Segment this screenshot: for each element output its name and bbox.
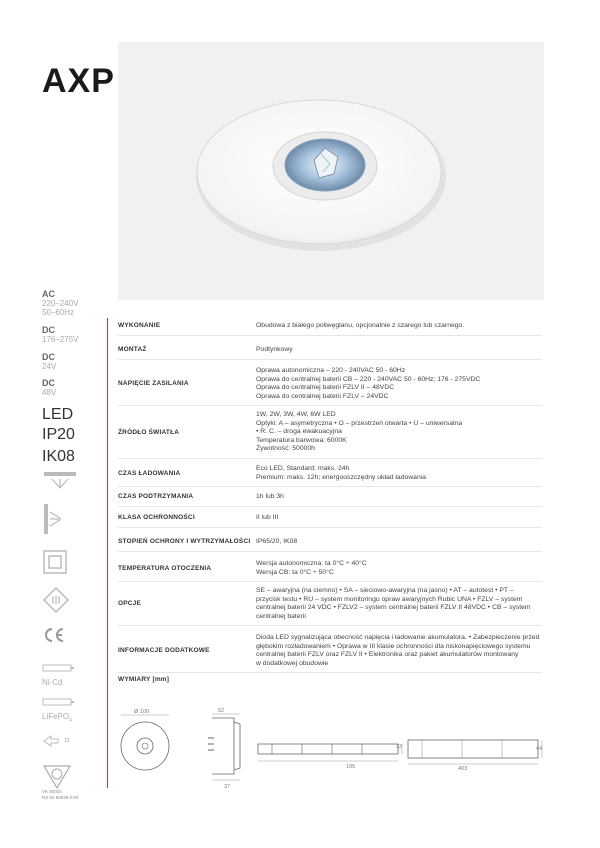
spec-row-label: KLASA OCHRONNOŚCI [118, 514, 195, 522]
class-ii-icon [42, 549, 68, 575]
spec-dc-2-voltage: 24V [42, 362, 57, 371]
page-title: AXP [42, 62, 115, 100]
front-view-center [142, 743, 148, 749]
spec-row-value-line: • R. C. – droga ewakuacyjna [256, 428, 342, 436]
class-iii-icon [42, 586, 70, 614]
badge-ip20: IP20 [42, 426, 75, 443]
spec-row-value-line: centralnej baterii FZLV oraz FZLV II • Elektronika oraz pakiet akumulatorów montowany [256, 651, 519, 659]
spec-row-value-line: przycisk testu • RU – system monitoringu opraw awaryjnych Rubic UNA • FZLV – system [256, 595, 523, 603]
battery-box-1 [258, 744, 398, 754]
spec-ac-voltage: 220–240V [42, 299, 79, 308]
spec-row-value-line: Oprawa do centralnej baterii FZLV II – 48VDC [256, 384, 395, 392]
spec-row-label: ŹRÓDŁO ŚWIATŁA [118, 428, 180, 436]
nicd-battery-icon [42, 660, 76, 687]
spec-row-value-line: Dioda LED sygnalizująca obecność napięcia i ładowanie akumulatora. • Zabezpieczenie przed [256, 634, 540, 641]
spec-row-value-line: Eco LED, Standard: maks. 24h [256, 465, 350, 472]
spec-row-value [256, 587, 542, 621]
spec-dc-3-voltage: 48V [42, 388, 57, 397]
ce-mark-icon [42, 626, 66, 644]
spec-row-value-line: IP65/20, IK08 [256, 538, 298, 545]
spec-dc-1-label: DC [42, 325, 55, 335]
spec-row-label: WYKONANIE [118, 322, 161, 330]
spec-ac-frequency: 50–60Hz [42, 308, 75, 317]
dim-box2-height: 44 [536, 746, 543, 752]
spec-row-value [256, 346, 542, 355]
side-view-body [212, 718, 234, 774]
spec-row-value-line: Wersja CB: ta 0°C ÷ 50°C [256, 568, 334, 576]
red-divider [107, 318, 108, 788]
spec-row-value-line: centralnej baterii 24 VDC • FZLV2 – system centralnej baterii FZLV II 48VDC • CB – system [256, 604, 531, 612]
spec-row-value [256, 538, 542, 547]
battery-box-2-sections [422, 740, 502, 758]
dimension-drawings [112, 708, 552, 798]
spec-row-value-line: II lub III [256, 514, 279, 521]
dim-box1-length: 195 [346, 764, 356, 770]
spec-row-value [256, 560, 542, 577]
battery-box-2 [408, 740, 538, 758]
spec-row-value-line: SE – awaryjna (na ciemno) • SA – sieciowo-awaryjna (na jasno) • AT – autotest • PT – [256, 587, 514, 594]
spec-row-value-line: Temperatura barwowa: 6000K [256, 436, 347, 444]
spec-row-value-line: Obudowa z białego poliwęglanu, opcjonalnie z szarego lub czarnego. [256, 322, 465, 329]
charge-hours-shape [42, 734, 62, 748]
spec-ac [42, 289, 78, 317]
spec-row-divider [118, 581, 542, 582]
nicd-battery-shape [42, 663, 76, 673]
dim-side-depth: 37 [224, 784, 231, 790]
spec-row-divider [118, 405, 542, 406]
spec-row-value-line: centralnej baterii [256, 612, 306, 620]
dim-box2-length: 403 [458, 766, 468, 772]
spec-row-value-line: głębokim rozładowaniem • Oprawa w III klasie ochronności dla niskonapięciowego systemu [256, 642, 531, 650]
spec-row-label: STOPIEŃ OCHRONY I WYTRZYMAŁOŚCI [118, 538, 251, 546]
badge-led: LED [42, 406, 74, 423]
lifepo-battery-icon [42, 694, 82, 724]
spec-row-value [256, 367, 542, 401]
spec-row-label: TEMPERATURA OTOCZENIA [118, 564, 212, 572]
spec-dc-1 [42, 325, 78, 344]
spec-row-divider [118, 527, 542, 528]
spec-row-label: MONTAŻ [118, 346, 147, 354]
spec-row-value-line: Premium: maks. 12h; energooszczędny układ ładowania [256, 473, 427, 481]
spec-row-value-line: 1W, 2W, 3W, 4W, 6W LED [256, 411, 336, 418]
spec-row-label: WYMIARY [mm] [118, 676, 170, 684]
spec-row-value [256, 634, 542, 668]
lifepo-subscript: 4 [69, 717, 72, 724]
spec-row-value [256, 465, 542, 482]
spec-row-value-line: Podtynkowy [256, 346, 293, 353]
side-view-clips [208, 738, 214, 750]
spec-dc-3 [42, 378, 56, 397]
spec-row-divider [118, 458, 542, 459]
dim-side-width: 52 [218, 708, 225, 714]
cert-line-2: RS 04 60038 0:50 [42, 795, 79, 800]
spec-dc-2 [42, 352, 56, 371]
spec-row-divider [118, 335, 542, 336]
spec-row-label: INFORMACJE DODATKOWE [118, 647, 210, 655]
charge-hours-label: 12 [64, 738, 70, 744]
spec-dc-3-label: DC [42, 378, 55, 388]
spec-row-value-line: Oprawa autonomiczna – 220 - 240VAC 50 - 60Hz [256, 367, 406, 374]
spec-row-divider [118, 551, 542, 552]
dim-diameter: Ø 100 [134, 709, 149, 715]
cert-line-1: VK 80022 [42, 789, 62, 794]
wall-light-icon [42, 502, 66, 536]
spec-row-label: CZAS PODTRZYMANIA [118, 493, 194, 501]
spec-row-value-line: Oprawa do centralnej baterii CB – 220 - 240VAC 50 - 60Hz; 176 - 275VDC [256, 375, 481, 383]
spec-row-value [256, 493, 542, 502]
front-view-outer [121, 722, 169, 770]
spec-row-value-line: Optyki: A – asymetryczna • O – przestrzeń otwarta • U – uniwersalna [256, 419, 463, 427]
spec-row-divider [118, 359, 542, 360]
nicd-label: Ni-Cd [42, 678, 63, 687]
spec-row-value [256, 322, 542, 331]
spec-row-value-line: 1h lub 3h [256, 493, 284, 500]
spec-ac-label: AC [42, 289, 55, 299]
spec-row-label: NAPIĘCIE ZASILANIA [118, 380, 189, 388]
spec-dc-2-label: DC [42, 352, 55, 362]
badge-ik08: IK08 [42, 448, 75, 465]
spec-row-value-line: w dodatkowej obudowie [256, 659, 329, 667]
lifepo-battery-shape [42, 697, 76, 707]
spec-row-value-line: Żywotność: 50000h [256, 445, 315, 453]
spec-row-label: CZAS ŁADOWANIA [118, 469, 181, 477]
dim-box1-height: 32 [396, 744, 403, 750]
product-photo [118, 42, 544, 300]
ceiling-light-icon [42, 470, 78, 492]
product-photo-drawing [118, 42, 544, 300]
front-view-inner [137, 738, 153, 754]
spec-row-divider [118, 486, 542, 487]
spec-row-value-line: Wersja autonomiczna: ta 0°C ÷ 40°C [256, 560, 367, 567]
lifepo-label: LiFePO [42, 712, 70, 721]
spec-row-value [256, 411, 542, 454]
spec-row-divider [118, 506, 542, 507]
side-view-flange [234, 722, 240, 770]
spec-row-divider [118, 625, 542, 626]
certification-codes [42, 789, 78, 801]
certification-icon [42, 764, 72, 790]
spec-row-value-line: Oprawa do centralnej baterii FZLV – 24VDC [256, 392, 389, 400]
charge-hours-icon [42, 734, 82, 753]
spec-row-label: OPCJE [118, 600, 142, 608]
spec-row-value [256, 514, 542, 523]
battery-box-1-sections [272, 744, 362, 754]
spec-row-divider [118, 672, 542, 673]
spec-dc-1-voltage: 176–275V [42, 335, 79, 344]
